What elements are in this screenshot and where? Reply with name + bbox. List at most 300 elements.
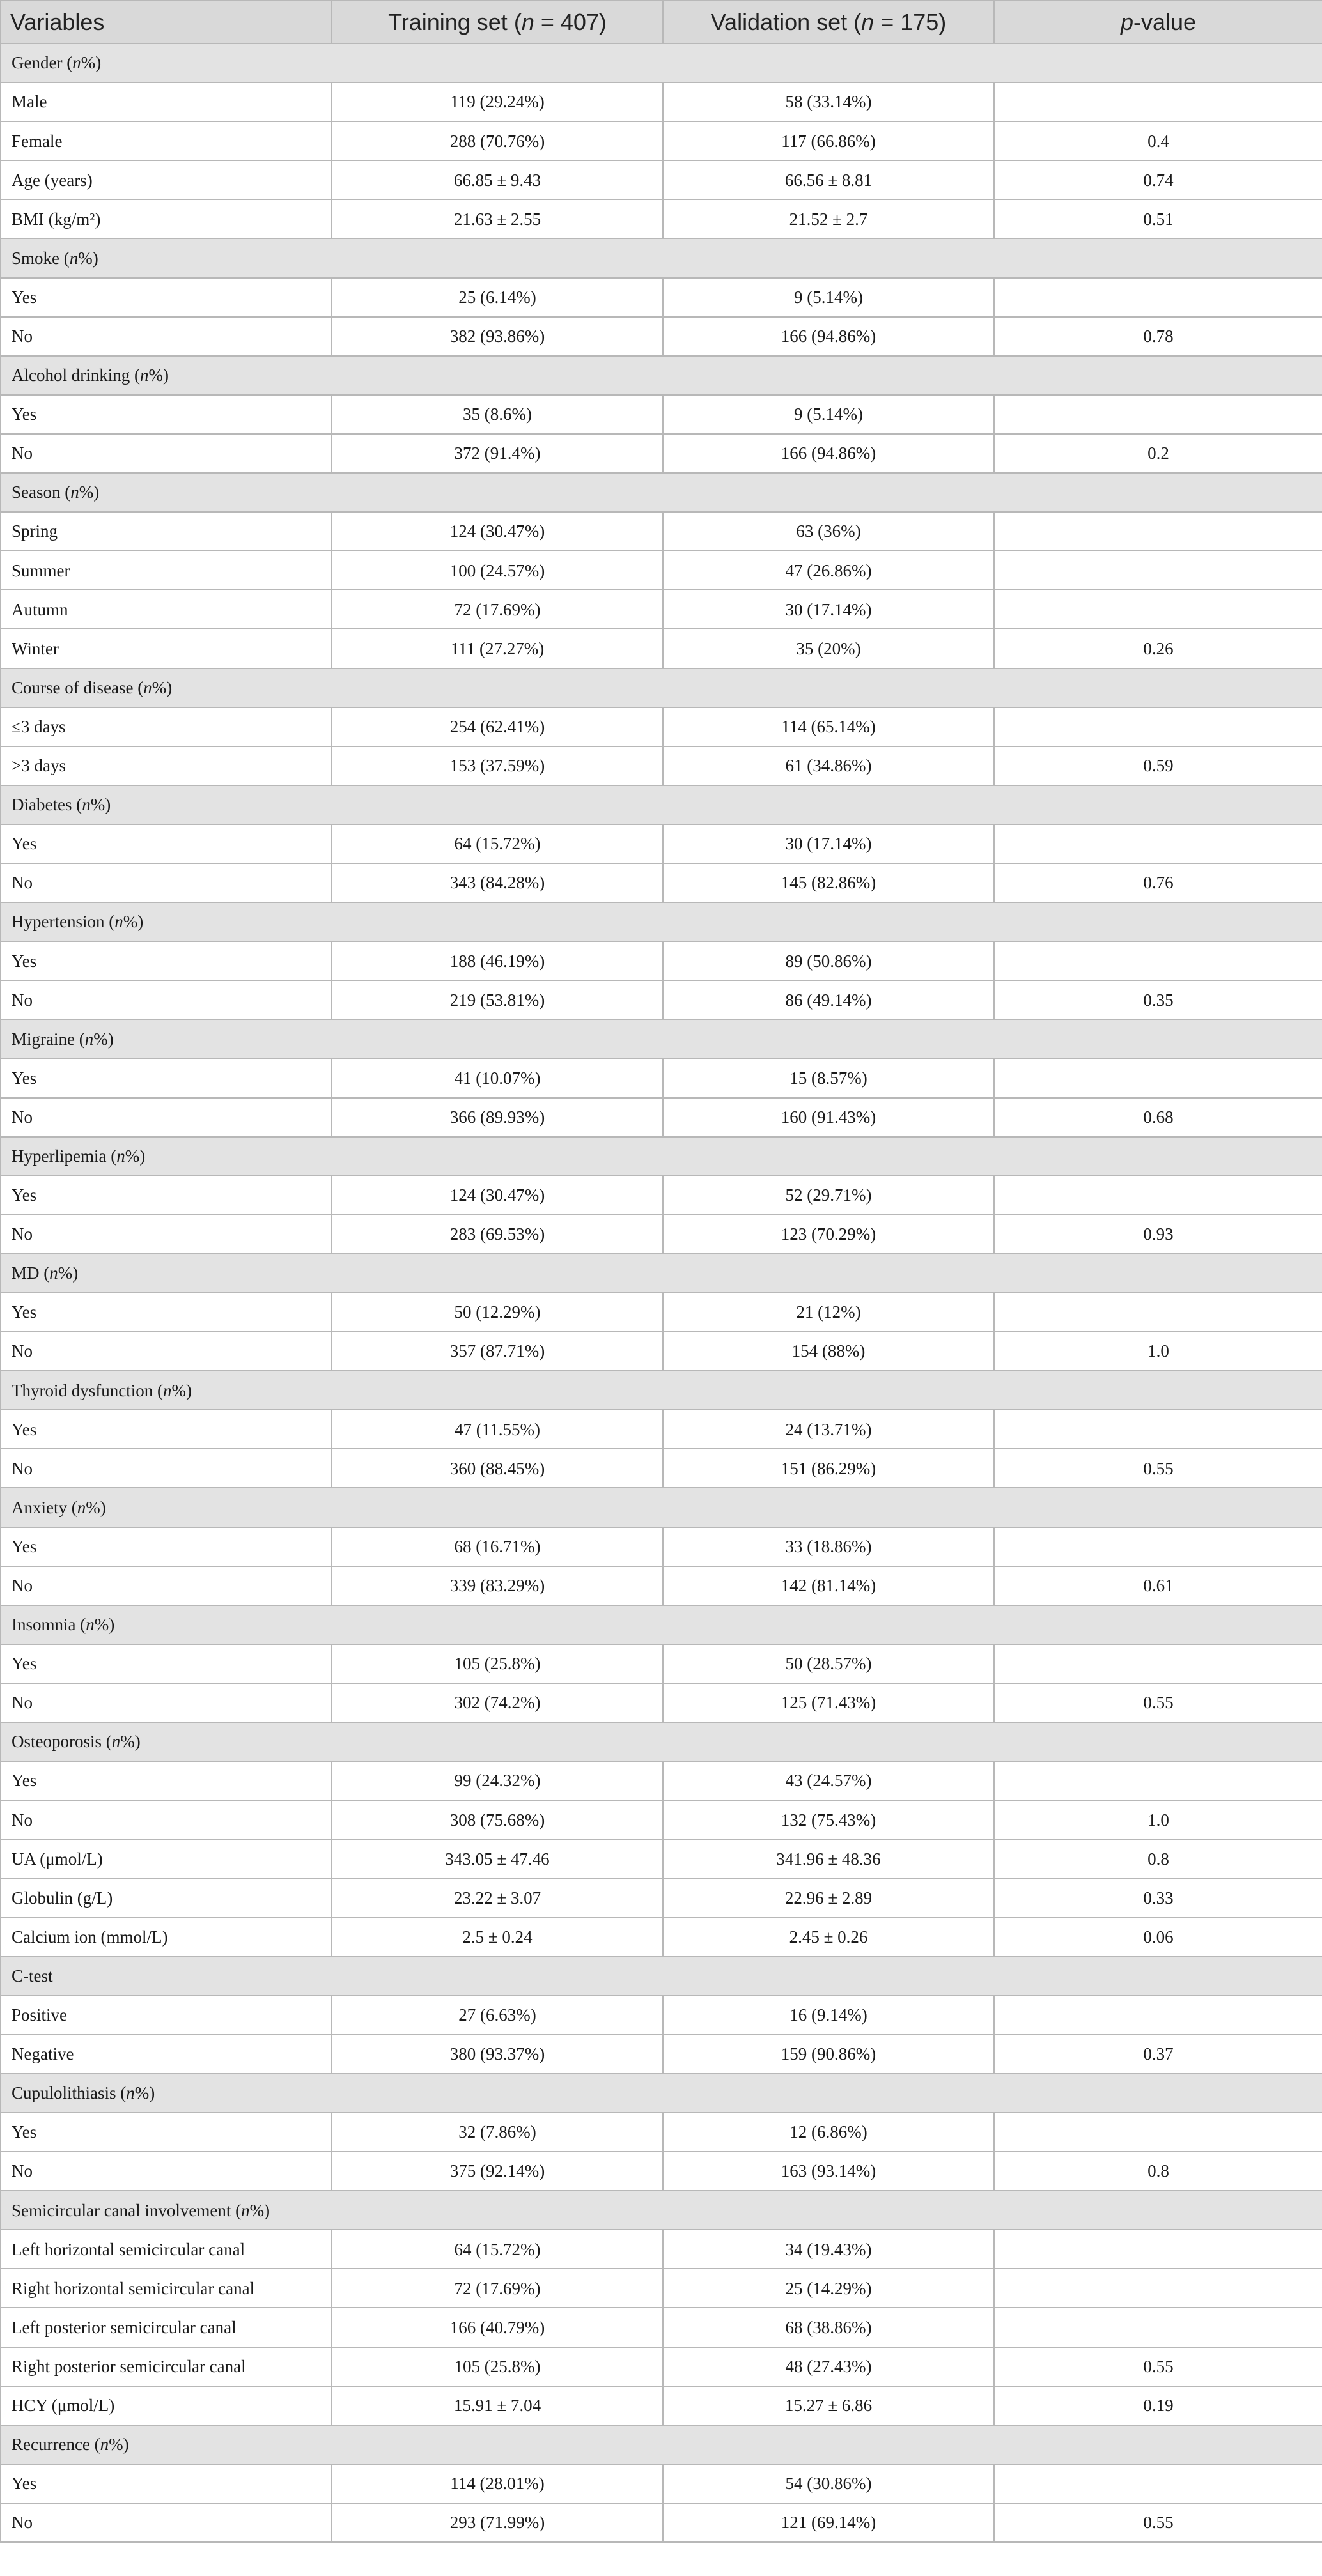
category-label-cell bbox=[1, 668, 1322, 707]
p-value-cell bbox=[994, 512, 1322, 551]
category-label-n: n bbox=[139, 366, 149, 385]
training-set-cell: 21.63 ± 2.55 bbox=[332, 199, 663, 238]
header-training-suffix: = 407) bbox=[534, 8, 607, 35]
header-variables-label: Variables bbox=[10, 8, 105, 35]
validation-set-cell: 66.56 ± 8.81 bbox=[663, 160, 994, 199]
category-label-n: n bbox=[86, 1615, 95, 1635]
validation-set-cell: 33 (18.86%) bbox=[663, 1527, 994, 1566]
validation-set-cell: 117 (66.86%) bbox=[663, 121, 994, 160]
table-row bbox=[1, 1800, 1322, 1839]
p-value-cell bbox=[994, 2113, 1322, 2152]
category-label: Course of disease ( bbox=[12, 677, 144, 697]
training-set-cell: 99 (24.32%) bbox=[332, 1761, 663, 1800]
training-set-cell: 288 (70.76%) bbox=[332, 121, 663, 160]
training-set-cell: 343 (84.28%) bbox=[332, 863, 663, 902]
variable-cell: No bbox=[1, 1215, 332, 1254]
table-header bbox=[1, 1, 1322, 43]
category-label: Thyroid dysfunction ( bbox=[12, 1380, 163, 1400]
category-label-n: n bbox=[49, 1263, 58, 1283]
category-label-n: n bbox=[143, 677, 152, 697]
variable-cell: Age (years) bbox=[1, 160, 332, 199]
table-row bbox=[1, 2386, 1322, 2425]
training-set-cell: 41 (10.07%) bbox=[332, 1058, 663, 1097]
variable-cell: >3 days bbox=[1, 746, 332, 785]
table-row bbox=[1, 1644, 1322, 1683]
header-validation-prefix: Validation set ( bbox=[710, 8, 862, 35]
variable-cell: No bbox=[1, 2503, 332, 2542]
category-label-n: n bbox=[72, 53, 81, 73]
variable-cell: No bbox=[1, 1683, 332, 1722]
validation-set-cell: 24 (13.71%) bbox=[663, 1410, 994, 1449]
variable-cell: Left horizontal semicircular canal bbox=[1, 2230, 332, 2269]
p-value-cell bbox=[994, 1644, 1322, 1683]
training-set-cell: 308 (75.68%) bbox=[332, 1800, 663, 1839]
variable-cell: No bbox=[1, 1332, 332, 1371]
variable-cell: No bbox=[1, 1098, 332, 1137]
category-label: C-test bbox=[12, 1966, 53, 1986]
category-label-cell bbox=[1, 356, 1322, 395]
validation-set-cell: 89 (50.86%) bbox=[663, 941, 994, 980]
training-set-cell: 119 (29.24%) bbox=[332, 82, 663, 121]
category-label: Hyperlipemia ( bbox=[12, 1146, 117, 1166]
table-row bbox=[1, 551, 1322, 590]
variable-cell: UA (μmol/L) bbox=[1, 1839, 332, 1878]
validation-set-cell: 166 (94.86%) bbox=[663, 434, 994, 473]
table-row bbox=[1, 707, 1322, 746]
table-row bbox=[1, 160, 1322, 199]
p-value-cell bbox=[994, 2464, 1322, 2503]
variable-cell: Positive bbox=[1, 1996, 332, 2035]
validation-set-cell: 34 (19.43%) bbox=[663, 2230, 994, 2269]
validation-set-cell: 145 (82.86%) bbox=[663, 863, 994, 902]
table-row bbox=[1, 1527, 1322, 1566]
category-row bbox=[1, 902, 1322, 941]
p-value-cell: 0.2 bbox=[994, 434, 1322, 473]
p-value-cell: 0.51 bbox=[994, 199, 1322, 238]
header-p-value bbox=[994, 1, 1322, 43]
category-label-n: n bbox=[126, 2083, 135, 2103]
validation-set-cell: 142 (81.14%) bbox=[663, 1566, 994, 1605]
variable-cell: HCY (μmol/L) bbox=[1, 2386, 332, 2425]
variable-cell: Yes bbox=[1, 824, 332, 863]
validation-set-cell: 2.45 ± 0.26 bbox=[663, 1918, 994, 1957]
header-p-symbol: p bbox=[1120, 8, 1133, 35]
validation-set-cell: 125 (71.43%) bbox=[663, 1683, 994, 1722]
variable-cell: No bbox=[1, 980, 332, 1019]
validation-set-cell: 159 (90.86%) bbox=[663, 2035, 994, 2074]
training-set-cell: 339 (83.29%) bbox=[332, 1566, 663, 1605]
p-value-cell bbox=[994, 82, 1322, 121]
training-set-cell: 111 (27.27%) bbox=[332, 629, 663, 668]
category-row bbox=[1, 43, 1322, 82]
training-set-cell: 302 (74.2%) bbox=[332, 1683, 663, 1722]
category-label-cell bbox=[1, 1957, 1322, 1996]
validation-set-cell: 9 (5.14%) bbox=[663, 395, 994, 434]
variable-cell: Autumn bbox=[1, 590, 332, 629]
category-label: Diabetes ( bbox=[12, 795, 82, 815]
validation-set-cell: 160 (91.43%) bbox=[663, 1098, 994, 1137]
category-label: Smoke ( bbox=[12, 248, 70, 268]
training-set-cell: 375 (92.14%) bbox=[332, 2152, 663, 2191]
p-value-cell: 1.0 bbox=[994, 1800, 1322, 1839]
category-label-cell bbox=[1, 1019, 1322, 1058]
validation-set-cell: 35 (20%) bbox=[663, 629, 994, 668]
variable-cell: Negative bbox=[1, 2035, 332, 2074]
variable-cell: ≤3 days bbox=[1, 707, 332, 746]
training-set-cell: 343.05 ± 47.46 bbox=[332, 1839, 663, 1878]
p-value-cell: 0.74 bbox=[994, 160, 1322, 199]
training-set-cell: 153 (37.59%) bbox=[332, 746, 663, 785]
validation-set-cell: 50 (28.57%) bbox=[663, 1644, 994, 1683]
validation-set-cell: 86 (49.14%) bbox=[663, 980, 994, 1019]
validation-set-cell: 12 (6.86%) bbox=[663, 2113, 994, 2152]
validation-set-cell: 21 (12%) bbox=[663, 1293, 994, 1332]
category-row bbox=[1, 1722, 1322, 1761]
table-row bbox=[1, 82, 1322, 121]
p-value-cell bbox=[994, 395, 1322, 434]
validation-set-cell: 121 (69.14%) bbox=[663, 2503, 994, 2542]
p-value-cell: 0.33 bbox=[994, 1878, 1322, 1917]
category-label-n: n bbox=[77, 1497, 86, 1517]
table-row bbox=[1, 199, 1322, 238]
table-row bbox=[1, 1839, 1322, 1878]
validation-set-cell: 341.96 ± 48.36 bbox=[663, 1839, 994, 1878]
training-set-cell: 50 (12.29%) bbox=[332, 1293, 663, 1332]
validation-set-cell: 154 (88%) bbox=[663, 1332, 994, 1371]
table-row bbox=[1, 1058, 1322, 1097]
category-label-n: n bbox=[162, 1380, 172, 1400]
training-set-cell: 254 (62.41%) bbox=[332, 707, 663, 746]
table-row bbox=[1, 2503, 1322, 2542]
category-label: Migraine ( bbox=[12, 1029, 85, 1049]
category-label-cell bbox=[1, 2191, 1322, 2230]
training-set-cell: 114 (28.01%) bbox=[332, 2464, 663, 2503]
p-value-cell bbox=[994, 707, 1322, 746]
category-row bbox=[1, 1605, 1322, 1644]
validation-set-cell: 15.27 ± 6.86 bbox=[663, 2386, 994, 2425]
table-row bbox=[1, 1293, 1322, 1332]
variable-cell: BMI (kg/m²) bbox=[1, 199, 332, 238]
header-training-n: n bbox=[521, 8, 534, 35]
validation-set-cell: 114 (65.14%) bbox=[663, 707, 994, 746]
p-value-cell: 1.0 bbox=[994, 1332, 1322, 1371]
header-validation-set bbox=[663, 1, 994, 43]
category-label-n: n bbox=[70, 482, 79, 502]
table-row bbox=[1, 1918, 1322, 1957]
variable-cell: No bbox=[1, 1566, 332, 1605]
p-value-cell bbox=[994, 590, 1322, 629]
header-training-set bbox=[332, 1, 663, 43]
variable-cell: Male bbox=[1, 82, 332, 121]
category-label-cell bbox=[1, 2425, 1322, 2464]
variable-cell: No bbox=[1, 317, 332, 356]
category-label-suffix: %) bbox=[120, 1732, 141, 1752]
validation-set-cell: 52 (29.71%) bbox=[663, 1176, 994, 1215]
p-value-cell: 0.76 bbox=[994, 863, 1322, 902]
category-label-suffix: %) bbox=[78, 248, 98, 268]
header-validation-n: n bbox=[861, 8, 875, 35]
p-value-cell bbox=[994, 1293, 1322, 1332]
training-set-cell: 360 (88.45%) bbox=[332, 1449, 663, 1488]
category-label: Gender ( bbox=[12, 53, 73, 73]
p-value-cell: 0.4 bbox=[994, 121, 1322, 160]
p-value-cell: 0.8 bbox=[994, 1839, 1322, 1878]
p-value-cell: 0.55 bbox=[994, 1449, 1322, 1488]
table-row bbox=[1, 317, 1322, 356]
category-label-n: n bbox=[116, 1146, 125, 1166]
category-label-n: n bbox=[241, 2200, 250, 2220]
p-value-cell: 0.55 bbox=[994, 2503, 1322, 2542]
table-row bbox=[1, 1332, 1322, 1371]
variable-cell: Yes bbox=[1, 1761, 332, 1800]
p-value-cell bbox=[994, 1410, 1322, 1449]
p-value-cell: 0.78 bbox=[994, 317, 1322, 356]
category-label-cell bbox=[1, 2074, 1322, 2113]
validation-set-cell: 54 (30.86%) bbox=[663, 2464, 994, 2503]
p-value-cell: 0.35 bbox=[994, 980, 1322, 1019]
p-value-cell bbox=[994, 824, 1322, 863]
variable-cell: Female bbox=[1, 121, 332, 160]
p-value-cell bbox=[994, 551, 1322, 590]
training-set-cell: 382 (93.86%) bbox=[332, 317, 663, 356]
category-label-suffix: %) bbox=[148, 366, 169, 385]
validation-set-cell: 22.96 ± 2.89 bbox=[663, 1878, 994, 1917]
table-row bbox=[1, 1176, 1322, 1215]
category-label-cell bbox=[1, 1137, 1322, 1176]
table-row bbox=[1, 2464, 1322, 2503]
variable-cell: No bbox=[1, 863, 332, 902]
validation-set-cell: 16 (9.14%) bbox=[663, 1996, 994, 2035]
category-label-suffix: %) bbox=[90, 795, 111, 815]
p-value-cell: 0.55 bbox=[994, 2347, 1322, 2386]
category-label-n: n bbox=[111, 1732, 121, 1752]
table-row bbox=[1, 941, 1322, 980]
table-row bbox=[1, 1410, 1322, 1449]
variable-cell: Spring bbox=[1, 512, 332, 551]
category-row bbox=[1, 2191, 1322, 2230]
p-value-cell bbox=[994, 1527, 1322, 1566]
table-row bbox=[1, 395, 1322, 434]
training-set-cell: 23.22 ± 3.07 bbox=[332, 1878, 663, 1917]
training-set-cell: 372 (91.4%) bbox=[332, 434, 663, 473]
variable-cell: No bbox=[1, 1449, 332, 1488]
p-value-cell: 0.26 bbox=[994, 629, 1322, 668]
training-set-cell: 68 (16.71%) bbox=[332, 1527, 663, 1566]
category-label: Alcohol drinking ( bbox=[12, 366, 140, 385]
p-value-cell: 0.55 bbox=[994, 1683, 1322, 1722]
header-validation-suffix: = 175) bbox=[874, 8, 947, 35]
training-set-cell: 64 (15.72%) bbox=[332, 2230, 663, 2269]
table-row bbox=[1, 1449, 1322, 1488]
training-set-cell: 219 (53.81%) bbox=[332, 980, 663, 1019]
category-label: Insomnia ( bbox=[12, 1615, 86, 1635]
variable-cell: Globulin (g/L) bbox=[1, 1878, 332, 1917]
category-label-cell bbox=[1, 1488, 1322, 1527]
variable-cell: No bbox=[1, 434, 332, 473]
table-row bbox=[1, 863, 1322, 902]
training-set-cell: 66.85 ± 9.43 bbox=[332, 160, 663, 199]
category-label-cell bbox=[1, 1605, 1322, 1644]
table-row bbox=[1, 278, 1322, 317]
category-row bbox=[1, 2425, 1322, 2464]
validation-set-cell: 68 (38.86%) bbox=[663, 2308, 994, 2347]
category-label-suffix: %) bbox=[152, 677, 173, 697]
variable-cell: Yes bbox=[1, 2113, 332, 2152]
category-label-suffix: %) bbox=[109, 2435, 129, 2455]
variable-cell: Yes bbox=[1, 941, 332, 980]
validation-set-cell: 61 (34.86%) bbox=[663, 746, 994, 785]
header-p-suffix: -value bbox=[1133, 8, 1197, 35]
training-set-cell: 32 (7.86%) bbox=[332, 2113, 663, 2152]
validation-set-cell: 30 (17.14%) bbox=[663, 590, 994, 629]
category-row bbox=[1, 1957, 1322, 1996]
training-set-cell: 105 (25.8%) bbox=[332, 1644, 663, 1683]
table-row bbox=[1, 2308, 1322, 2347]
validation-set-cell: 151 (86.29%) bbox=[663, 1449, 994, 1488]
variable-cell: No bbox=[1, 2152, 332, 2191]
category-label-n: n bbox=[82, 795, 91, 815]
table-row bbox=[1, 2035, 1322, 2074]
table-row bbox=[1, 629, 1322, 668]
validation-set-cell: 58 (33.14%) bbox=[663, 82, 994, 121]
training-set-cell: 72 (17.69%) bbox=[332, 590, 663, 629]
category-label-cell bbox=[1, 473, 1322, 512]
category-label-suffix: %) bbox=[171, 1380, 192, 1400]
table-row bbox=[1, 2347, 1322, 2386]
variable-cell: Yes bbox=[1, 278, 332, 317]
variable-cell: Right posterior semicircular canal bbox=[1, 2347, 332, 2386]
p-value-cell bbox=[994, 1996, 1322, 2035]
category-label: Recurrence ( bbox=[12, 2435, 100, 2455]
category-row bbox=[1, 1371, 1322, 1410]
training-set-cell: 357 (87.71%) bbox=[332, 1332, 663, 1371]
p-value-cell bbox=[994, 2230, 1322, 2269]
validation-set-cell: 63 (36%) bbox=[663, 512, 994, 551]
table-row bbox=[1, 434, 1322, 473]
category-label-suffix: %) bbox=[81, 53, 102, 73]
variable-cell: Calcium ion (mmol/L) bbox=[1, 1918, 332, 1957]
training-set-cell: 15.91 ± 7.04 bbox=[332, 2386, 663, 2425]
category-label-suffix: %) bbox=[94, 1615, 115, 1635]
p-value-cell bbox=[994, 1761, 1322, 1800]
category-row bbox=[1, 785, 1322, 824]
header-row bbox=[1, 1, 1322, 43]
variable-cell: Yes bbox=[1, 395, 332, 434]
training-set-cell: 27 (6.63%) bbox=[332, 1996, 663, 2035]
table-row bbox=[1, 980, 1322, 1019]
p-value-cell: 0.06 bbox=[994, 1918, 1322, 1957]
p-value-cell bbox=[994, 1176, 1322, 1215]
category-label-n: n bbox=[69, 248, 79, 268]
table-row bbox=[1, 590, 1322, 629]
p-value-cell: 0.8 bbox=[994, 2152, 1322, 2191]
validation-set-cell: 166 (94.86%) bbox=[663, 317, 994, 356]
training-set-cell: 166 (40.79%) bbox=[332, 2308, 663, 2347]
validation-set-cell: 163 (93.14%) bbox=[663, 2152, 994, 2191]
variable-cell: Yes bbox=[1, 1644, 332, 1683]
category-label-suffix: %) bbox=[125, 1146, 146, 1166]
training-set-cell: 47 (11.55%) bbox=[332, 1410, 663, 1449]
category-row bbox=[1, 668, 1322, 707]
category-label-suffix: %) bbox=[93, 1029, 114, 1049]
validation-set-cell: 30 (17.14%) bbox=[663, 824, 994, 863]
category-row bbox=[1, 1019, 1322, 1058]
table-row bbox=[1, 2113, 1322, 2152]
p-value-cell: 0.61 bbox=[994, 1566, 1322, 1605]
training-set-cell: 380 (93.37%) bbox=[332, 2035, 663, 2074]
category-label-suffix: %) bbox=[86, 1497, 106, 1517]
table-row bbox=[1, 2152, 1322, 2191]
table-row bbox=[1, 746, 1322, 785]
training-set-cell: 124 (30.47%) bbox=[332, 1176, 663, 1215]
category-label: Anxiety ( bbox=[12, 1497, 77, 1517]
training-set-cell: 72 (17.69%) bbox=[332, 2269, 663, 2308]
variable-cell: Summer bbox=[1, 551, 332, 590]
variable-cell: Yes bbox=[1, 1058, 332, 1097]
category-label: MD ( bbox=[12, 1263, 50, 1283]
variable-cell: Winter bbox=[1, 629, 332, 668]
training-set-cell: 124 (30.47%) bbox=[332, 512, 663, 551]
training-set-cell: 100 (24.57%) bbox=[332, 551, 663, 590]
validation-set-cell: 25 (14.29%) bbox=[663, 2269, 994, 2308]
category-row bbox=[1, 2074, 1322, 2113]
validation-set-cell: 43 (24.57%) bbox=[663, 1761, 994, 1800]
category-label: Cupulolithiasis ( bbox=[12, 2083, 127, 2103]
category-label-cell bbox=[1, 902, 1322, 941]
variable-cell: Yes bbox=[1, 1176, 332, 1215]
validation-set-cell: 15 (8.57%) bbox=[663, 1058, 994, 1097]
category-label-cell bbox=[1, 1722, 1322, 1761]
variable-cell: Right horizontal semicircular canal bbox=[1, 2269, 332, 2308]
table-row bbox=[1, 824, 1322, 863]
training-set-cell: 366 (89.93%) bbox=[332, 1098, 663, 1137]
validation-set-cell: 48 (27.43%) bbox=[663, 2347, 994, 2386]
table-row bbox=[1, 121, 1322, 160]
training-set-cell: 105 (25.8%) bbox=[332, 2347, 663, 2386]
category-label-suffix: %) bbox=[123, 912, 144, 932]
category-label-n: n bbox=[114, 912, 123, 932]
category-label-suffix: %) bbox=[79, 482, 100, 502]
p-value-cell: 0.19 bbox=[994, 2386, 1322, 2425]
category-label: Hypertension ( bbox=[12, 912, 115, 932]
category-row bbox=[1, 1488, 1322, 1527]
category-label: Season ( bbox=[12, 482, 71, 502]
p-value-cell bbox=[994, 2269, 1322, 2308]
category-label: Osteoporosis ( bbox=[12, 1732, 112, 1752]
training-set-cell: 64 (15.72%) bbox=[332, 824, 663, 863]
p-value-cell: 0.93 bbox=[994, 1215, 1322, 1254]
header-training-prefix: Training set ( bbox=[388, 8, 522, 35]
category-label-suffix: %) bbox=[134, 2083, 155, 2103]
table-row bbox=[1, 1761, 1322, 1800]
table-row bbox=[1, 2269, 1322, 2308]
header-variables bbox=[1, 1, 332, 43]
variable-cell: Yes bbox=[1, 1527, 332, 1566]
table-row bbox=[1, 1996, 1322, 2035]
training-set-cell: 283 (69.53%) bbox=[332, 1215, 663, 1254]
table-row bbox=[1, 512, 1322, 551]
table-row bbox=[1, 1878, 1322, 1917]
training-set-cell: 35 (8.6%) bbox=[332, 395, 663, 434]
variable-cell: Yes bbox=[1, 1410, 332, 1449]
category-label-suffix: %) bbox=[249, 2200, 270, 2220]
p-value-cell bbox=[994, 278, 1322, 317]
p-value-cell: 0.68 bbox=[994, 1098, 1322, 1137]
category-label-n: n bbox=[100, 2435, 109, 2455]
validation-set-cell: 47 (26.86%) bbox=[663, 551, 994, 590]
category-label-cell bbox=[1, 43, 1322, 82]
variable-cell: Yes bbox=[1, 2464, 332, 2503]
